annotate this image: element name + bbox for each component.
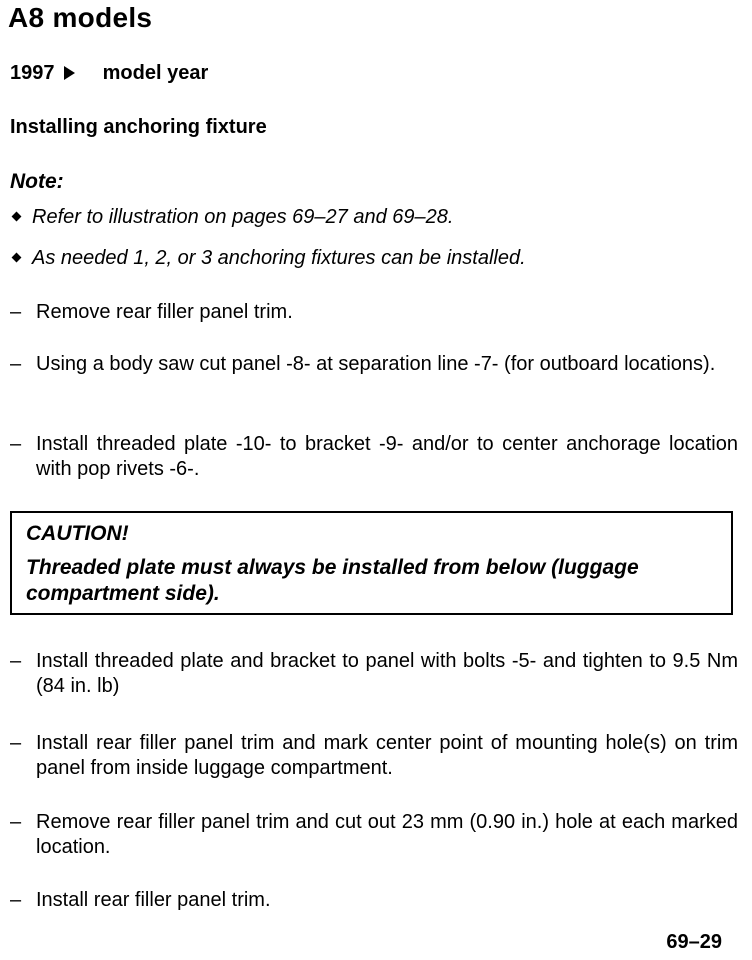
diamond-bullet-icon — [12, 211, 22, 221]
procedure-step — [10, 432, 738, 482]
procedure-step — [10, 649, 738, 699]
note-item — [10, 206, 453, 229]
procedure-step — [10, 731, 738, 781]
model-year-heading — [10, 62, 208, 85]
step-dash: – — [10, 353, 22, 375]
diamond-bullet-icon — [12, 252, 22, 262]
caution-title: CAUTION! — [26, 522, 129, 545]
section-heading: Installing anchoring fixture — [10, 116, 267, 138]
caution-box — [10, 511, 733, 615]
step-dash: – — [10, 889, 22, 911]
page-number: 69–29 — [666, 931, 722, 953]
step-text: Using a body saw cut panel -8- at separation line -7- (for outboard locations). — [36, 353, 716, 375]
procedure-step — [10, 810, 738, 860]
procedure-step — [10, 352, 738, 377]
step-text: Remove rear filler panel trim and cut out 23 mm (0.90 in.) hole at each marked location. — [36, 811, 738, 858]
step-dash: – — [10, 650, 22, 672]
step-text: Install threaded plate -10- to bracket -9- and/or to center anchorage location with pop rivets -6-. — [36, 433, 738, 480]
caution-text: Threaded plate must always be installed from below (luggage compartment side). — [26, 556, 639, 605]
model-year-number: 1997 — [10, 62, 55, 84]
model-year-label: model year — [102, 62, 209, 84]
step-text: Install rear filler panel trim. — [36, 889, 271, 911]
procedure-step — [10, 300, 738, 325]
step-dash: – — [10, 732, 22, 754]
step-dash: – — [10, 811, 22, 833]
note-item-text: As needed 1, 2, or 3 anchoring fixtures can be installed. — [32, 247, 526, 269]
note-item — [10, 247, 526, 270]
step-text: Install threaded plate and bracket to panel with bolts -5- and tighten to 9.5 Nm (84 in. lb) — [36, 650, 738, 697]
page-title: A8 models — [8, 2, 153, 33]
procedure-step — [10, 888, 738, 913]
step-dash: – — [10, 301, 22, 323]
note-item-text: Refer to illustration on pages 69–27 and 69–28. — [32, 206, 454, 228]
step-text: Install rear filler panel trim and mark center point of mounting hole(s) on trim panel from inside luggage compartment. — [36, 732, 738, 779]
play-arrow-icon — [64, 66, 75, 80]
step-text: Remove rear filler panel trim. — [36, 301, 293, 323]
note-heading: Note: — [10, 170, 64, 193]
step-dash: – — [10, 433, 22, 455]
